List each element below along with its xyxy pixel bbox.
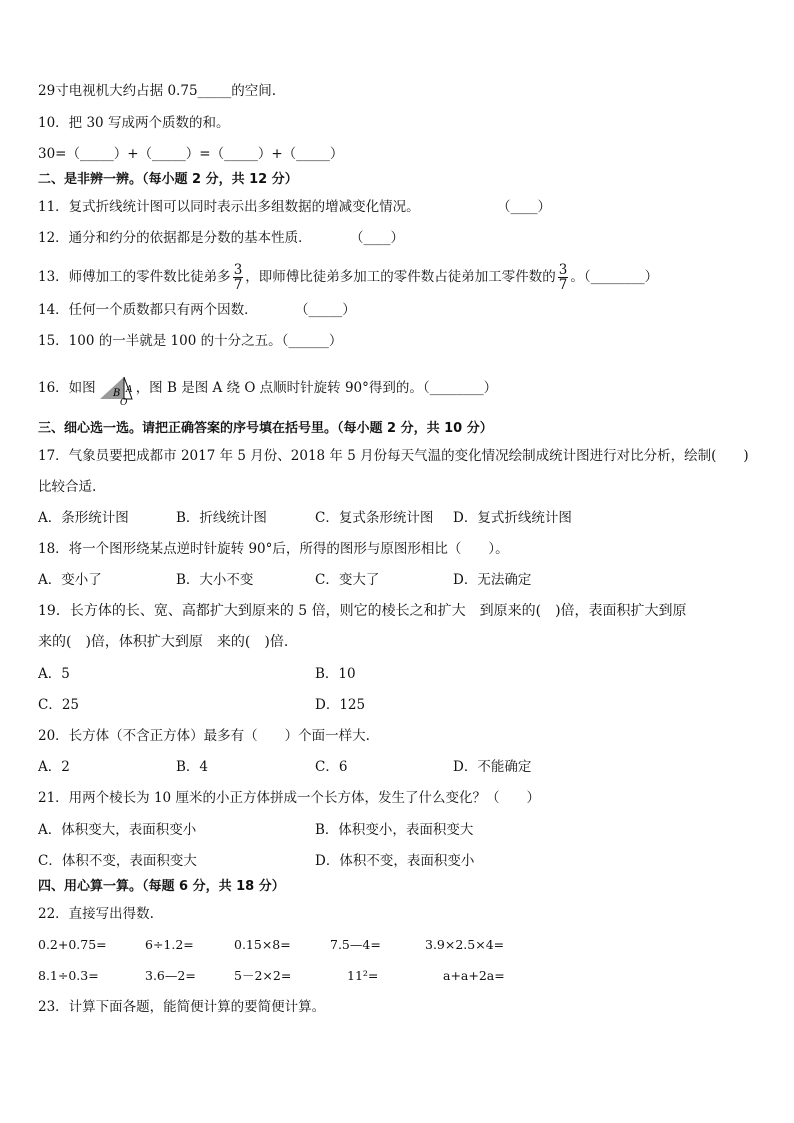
calc-item: 6÷1.2= bbox=[145, 937, 194, 952]
triangle-b-shape bbox=[100, 377, 124, 399]
q17-option-a[interactable]: A．条形统计图 bbox=[38, 510, 129, 526]
q19-option-a[interactable]: A．5 bbox=[38, 666, 70, 682]
section-3-heading: 三、细心选一选。请把正确答案的序号填在括号里。（每小题 2 分，共 10 分） bbox=[38, 421, 493, 436]
fraction-numerator: 3 bbox=[558, 262, 568, 278]
question-20: 20．长方体（不含正方体）最多有（ ）个面一样大. bbox=[38, 728, 370, 744]
calc-item: 3.9×2.5×4= bbox=[425, 937, 505, 952]
question-16-part-a: 16．如图 bbox=[38, 380, 96, 396]
q19-option-b[interactable]: B．10 bbox=[315, 666, 356, 682]
fraction-denominator: 7 bbox=[558, 277, 568, 293]
label-a: A bbox=[125, 384, 133, 395]
question-16-part-b: ，图 B 是图 A 绕 O 点顺时针旋转 90°得到的。（________） bbox=[135, 380, 498, 396]
q18-option-d[interactable]: D．无法确定 bbox=[453, 572, 532, 588]
question-13-part-c: 。（________） bbox=[570, 269, 659, 285]
calc-item: 7.5—4= bbox=[330, 937, 381, 952]
question-19-cont: 来的( )倍，体积扩大到原 来的( )倍. bbox=[38, 634, 289, 650]
question-13 bbox=[38, 263, 658, 292]
q21-option-c[interactable]: C．体积不变，表面积变大 bbox=[38, 853, 197, 869]
question-23: 23．计算下面各题，能简便计算的要简便计算。 bbox=[38, 999, 326, 1015]
label-b: B bbox=[112, 387, 121, 399]
question-22: 22．直接写出得数. bbox=[38, 906, 154, 922]
section-2-heading: 二、是非辨一辨。（每小题 2 分，共 12 分） bbox=[38, 172, 298, 187]
q21-option-b[interactable]: B．体积变小，表面积变大 bbox=[315, 822, 474, 838]
q21-option-a[interactable]: A．体积变大，表面积变小 bbox=[38, 822, 197, 838]
question-17-cont: 比较合适. bbox=[38, 479, 97, 495]
question-10: 10．把 30 写成两个质数的和。 bbox=[38, 115, 230, 131]
fraction-numerator: 3 bbox=[233, 262, 243, 278]
fraction-denominator: 7 bbox=[233, 277, 243, 293]
calc-item: 0.2+0.75= bbox=[38, 937, 107, 952]
q20-option-a[interactable]: A．2 bbox=[38, 759, 70, 775]
question-16 bbox=[38, 372, 497, 405]
fraction-3-7 bbox=[233, 263, 244, 292]
question-14: 14．任何一个质数都只有两个因数． bbox=[38, 302, 258, 318]
question-12: 12．通分和约分的依据都是分数的基本性质． bbox=[38, 230, 312, 246]
question-15: 15．100 的一半就是 100 的十分之五。（______） bbox=[38, 333, 343, 349]
section-4-heading: 四、用心算一算。（每题 6 分，共 18 分） bbox=[38, 879, 285, 894]
question-18: 18．将一个图形绕某点逆时针旋转 90°后，所得的图形与原图形相比（ ）。 bbox=[38, 541, 509, 557]
calc-item: 5－2×2= bbox=[234, 968, 292, 983]
q18-option-c[interactable]: C．变大了 bbox=[315, 572, 380, 588]
question-21: 21．用两个棱长为 10 厘米的小正方体拼成一个长方体，发生了什么变化？（ ） bbox=[38, 790, 540, 806]
rotation-figure bbox=[98, 373, 134, 405]
q19-option-c[interactable]: C．25 bbox=[38, 697, 80, 713]
q18-option-b[interactable]: B．大小不变 bbox=[176, 572, 254, 588]
calc-item: 11²= bbox=[347, 968, 379, 983]
q18-option-a[interactable]: A．变小了 bbox=[38, 572, 102, 588]
q19-option-d[interactable]: D．125 bbox=[315, 697, 366, 713]
question-11-paren: （____） bbox=[497, 199, 551, 215]
question-17: 17．气象员要把成都市 2017 年 5 月份、2018 年 5 月份每天气温的变化情况绘制成统计图进行对比分析，绘制( ) bbox=[38, 448, 749, 464]
question-11: 11．复式折线统计图可以同时表示出多组数据的增减变化情况。 bbox=[38, 199, 420, 215]
calc-item: a+a+2a= bbox=[443, 968, 505, 983]
question-14-paren: （_____） bbox=[295, 302, 356, 318]
q20-option-c[interactable]: C．6 bbox=[315, 759, 348, 775]
question-13-part-a: 13．师傅加工的零件数比徒弟多 bbox=[38, 269, 231, 285]
q20-option-b[interactable]: B．4 bbox=[176, 759, 209, 775]
q20-option-d[interactable]: D．不能确定 bbox=[453, 759, 532, 775]
q17-option-d[interactable]: D．复式折线统计图 bbox=[453, 510, 572, 526]
calc-item: 0.15×8= bbox=[234, 937, 291, 952]
question-12-paren: （____） bbox=[350, 230, 404, 246]
calc-item: 3.6—2= bbox=[145, 968, 196, 983]
question-19: 19．长方体的长、宽、高都扩大到原来的 5 倍，则它的棱长之和扩大 到原来的( )倍，表面积扩大到原 bbox=[38, 603, 687, 619]
label-o: O bbox=[119, 397, 128, 405]
q17-option-c[interactable]: C．复式条形统计图 bbox=[315, 510, 434, 526]
calc-item: 8.1÷0.3= bbox=[38, 968, 99, 983]
q17-option-b[interactable]: B．折线统计图 bbox=[176, 510, 267, 526]
rotation-figure-svg bbox=[98, 373, 134, 405]
question-13-part-b: ，即师傅比徒弟多加工的零件数占徒弟加工零件数的 bbox=[245, 269, 556, 285]
q21-option-d[interactable]: D．体积不变，表面积变小 bbox=[315, 853, 475, 869]
question-10-answer-line: 30=（_____）+（_____）=（_____）+（_____） bbox=[38, 146, 344, 162]
q9-tail: 29寸电视机大约占据 0.75_____的空间. bbox=[38, 83, 277, 99]
fraction-3-7-second bbox=[558, 263, 569, 292]
